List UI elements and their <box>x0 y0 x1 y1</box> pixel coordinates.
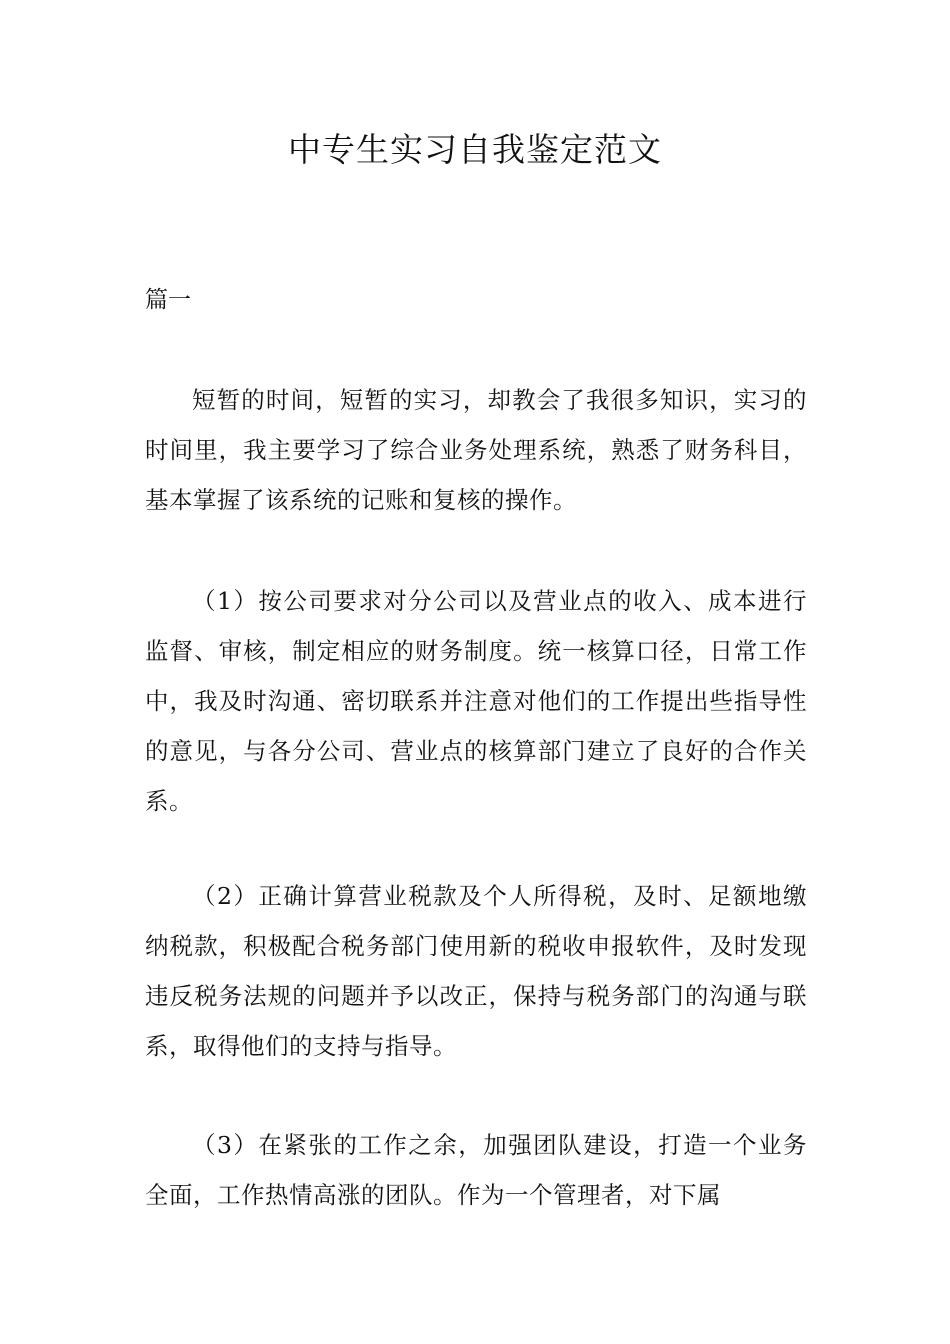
document-title: 中专生实习自我鉴定范文 <box>288 130 662 169</box>
section-label: 篇一 <box>145 287 191 313</box>
paragraph-item-1: （1）按公司要求对分公司以及营业点的收入、成本进行监督、审核，制定相应的财务制度。统一核算口径，日常工作中，我及时沟通、密切联系并注意对他们的工作提出些指导性的意见，与各分公司、营业点的核算部门建立了良好的合作关系。 <box>145 587 807 815</box>
paragraph-item-2: （2）正确计算营业税款及个人所得税，及时、足额地缴纳税款，积极配合税务部门使用新的税收申报软件，及时发现违反税务法规的问题并予以改正，保持与税务部门的沟通与联系，取得他们的支持与指导。 <box>145 882 807 1060</box>
paragraph-intro: 短暂的时间，短暂的实习，却教会了我很多知识，实习的时间里，我主要学习了综合业务处理系统，熟悉了财务科目，基本掌握了该系统的记账和复核的操作。 <box>145 386 807 514</box>
paragraph-item-3: （3）在紧张的工作之余，加强团队建设，打造一个业务全面，工作热情高涨的团队。作为一个管理者，对下属 <box>145 1131 807 1209</box>
